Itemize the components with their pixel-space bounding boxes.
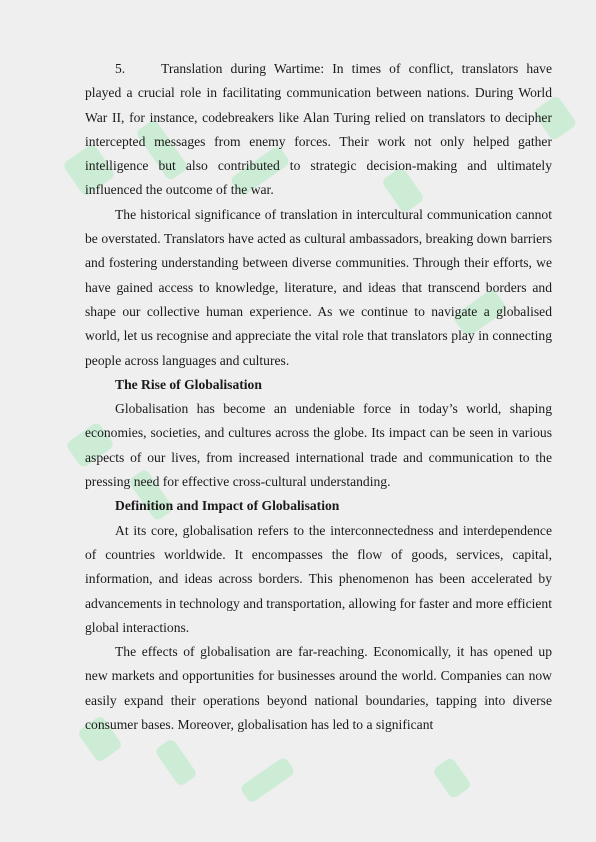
paragraph-definition: At its core, globalisation refers to the interconnectedness and interdependence of countries worldwide. It encompasses the flow of goods, services, capital, information, and ideas across borders. This phenomenon has been accelerated by advancements in technology and transportation, allowing for faster and more efficient global interactions.: [85, 522, 552, 635]
heading-rise-of-globalisation: The Rise of Globalisation: [115, 376, 262, 392]
heading-definition: Definition and Impact of Globalisation: [115, 498, 340, 514]
list-item-text: Translation during Wartime: In times of conflict, translators have played a crucial role in facilitating communication between nations. During World War II, for instance, codebreakers like Alan Turing relied on translators to decipher intercepted messages from enemy forces. Their work not only helped gather intelligence but also contributed to strategic decision-making and ultimately influenced the outcome of the war.: [85, 61, 552, 198]
paragraph-rise: Globalisation has become an undeniable force in today’s world, shaping economies, societies, and cultures across the globe. Its impact can be seen in various aspects of our lives, from increased international trade and communication to the pressing need for effective cross-cultural understanding.: [85, 401, 552, 490]
watermark-shape: [239, 756, 296, 804]
list-number: 5.: [115, 61, 126, 76]
paragraph-effects: The effects of globalisation are far-reaching. Economically, it has opened up new markets and opportunities for businesses around the world. Companies can now easily expand their operations beyond national boundaries, tapping into diverse consumer bases. Moreover, globalisation has led to a significant: [85, 644, 552, 733]
document-page: [85, 57, 552, 737]
watermark-shape: [432, 756, 472, 799]
paragraph-significance: The historical significance of translation in intercultural communication cannot be overstated. Translators have acted as cultural ambassadors, breaking down barriers and fostering understanding between diverse communities. Through their efforts, we have gained access to knowledge, literature, and ideas that transcend borders and shape our collective human experience. As we continue to navigate a globalised world, let us recognise and appreciate the vital role that translators play in connecting people across languages and cultures.: [85, 206, 552, 368]
watermark-shape: [154, 738, 198, 787]
list-item-5: [85, 57, 552, 203]
